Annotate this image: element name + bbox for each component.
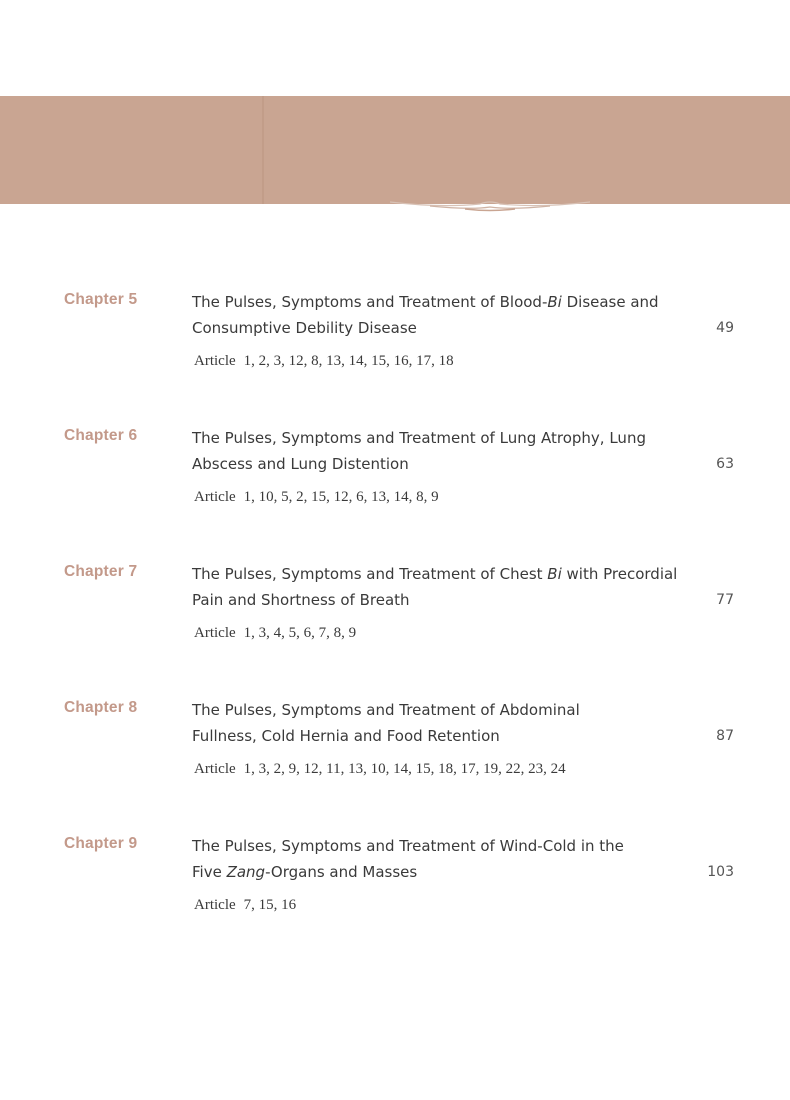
title-line-1: The Pulses, Symptoms and Treatment of Abdominal bbox=[192, 701, 580, 719]
chapter-label: Chapter 8 bbox=[64, 699, 138, 716]
title-line-1: The Pulses, Symptoms and Treatment of Wind-Cold in the bbox=[192, 837, 624, 855]
toc-entry-chapter-8[interactable] bbox=[0, 697, 790, 797]
page-number: 103 bbox=[707, 864, 734, 880]
toc-entry-chapter-6[interactable] bbox=[0, 425, 790, 525]
title-line-2: Abscess and Lung Distention bbox=[192, 455, 409, 473]
chapter-label: Chapter 6 bbox=[64, 427, 138, 444]
page-number: 87 bbox=[716, 728, 734, 744]
page-number: 63 bbox=[716, 456, 734, 472]
chapter-title bbox=[192, 425, 692, 477]
article-list: Article 7, 15, 16 bbox=[194, 897, 297, 913]
toc-entry-chapter-7[interactable] bbox=[0, 561, 790, 661]
title-line-1: The Pulses, Symptoms and Treatment of Blood-Bi Disease and bbox=[192, 293, 659, 311]
title-line-2: Pain and Shortness of Breath bbox=[192, 591, 410, 609]
title-line-1: The Pulses, Symptoms and Treatment of Lung Atrophy, Lung bbox=[192, 429, 646, 447]
title-line-2: Five Zang-Organs and Masses bbox=[192, 863, 418, 881]
page-number: 49 bbox=[716, 320, 734, 336]
chapter-label: Chapter 5 bbox=[64, 291, 138, 308]
article-list: Article 1, 3, 2, 9, 12, 11, 13, 10, 14, 15, 18, 17, 19, 22, 23, 24 bbox=[194, 761, 566, 777]
chapter-title bbox=[192, 289, 692, 341]
title-line-2: Consumptive Debility Disease bbox=[192, 319, 417, 337]
chapter-label: Chapter 7 bbox=[64, 563, 138, 580]
article-list: Article 1, 10, 5, 2, 15, 12, 6, 13, 14, 8, 9 bbox=[194, 489, 439, 505]
title-line-1: The Pulses, Symptoms and Treatment of Chest Bi with Precordial bbox=[192, 565, 678, 583]
toc-entry-chapter-5[interactable] bbox=[0, 289, 790, 389]
title-line-2: Fullness, Cold Hernia and Food Retention bbox=[192, 727, 500, 745]
chapter-title bbox=[192, 697, 692, 749]
chapter-title bbox=[192, 833, 692, 885]
article-list: Article 1, 3, 4, 5, 6, 7, 8, 9 bbox=[194, 625, 357, 641]
chapter-title bbox=[192, 561, 692, 613]
page-number: 77 bbox=[716, 592, 734, 608]
article-list: Article 1, 2, 3, 12, 8, 13, 14, 15, 16, 17, 18 bbox=[194, 353, 454, 369]
chapter-label: Chapter 9 bbox=[64, 835, 138, 852]
toc-entry-chapter-9[interactable] bbox=[0, 833, 790, 933]
